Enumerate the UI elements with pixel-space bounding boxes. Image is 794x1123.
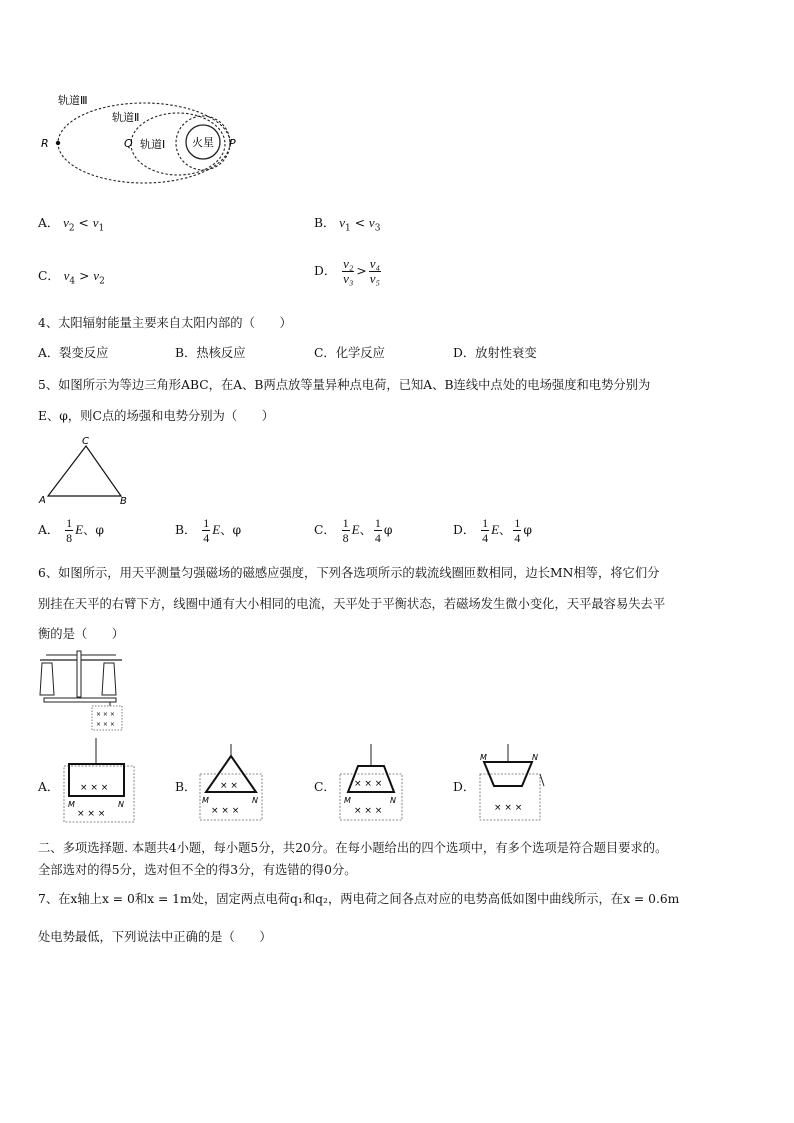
frac-den: 4	[482, 531, 489, 545]
q5-option-b-label: B．	[175, 523, 197, 537]
q3-option-c-v-left: v	[63, 268, 70, 283]
q3-option-b-op: <	[350, 216, 369, 230]
frac-num: 1	[514, 516, 521, 530]
orbit-ii-label: 轨道Ⅱ	[112, 111, 140, 124]
q3-option-b-sub-left: 1	[345, 223, 351, 234]
balance-field-x-row-2: × × ×	[96, 721, 115, 728]
q6-stem-line-1: 6、如图所示，用天平测量匀强磁场的磁感应强度，下列各选项所示的载流线圈匝数相同，边长MN相等，将它们分	[38, 566, 660, 580]
q3-option-d[interactable]	[314, 257, 383, 286]
q6-option-a[interactable]	[38, 777, 59, 795]
q5-option-d-frac-1	[481, 516, 489, 545]
separator: 、	[220, 523, 233, 537]
q5-option-a-frac	[65, 516, 73, 545]
e-symbol: E	[491, 522, 500, 537]
orbit-iii-label: 轨道Ⅲ	[58, 94, 88, 107]
q6-option-b-label: B．	[175, 780, 197, 794]
balance-field-x-row-1: × × ×	[96, 711, 115, 718]
q4-option-d[interactable]: D．放射性衰变	[453, 346, 537, 360]
triangle-b-label: B	[120, 496, 127, 507]
coil-b-x-row: × ×	[220, 781, 238, 791]
q3-option-c-sub-left: 4	[69, 276, 76, 287]
q3-option-a[interactable]	[38, 213, 104, 233]
frac-den: 8	[342, 531, 349, 545]
coil-a-m-label: M	[68, 800, 75, 809]
q4-stem: 4、太阳辐射能量主要来自太阳内部的（ ）	[38, 316, 292, 330]
q3-option-d-op: >	[356, 264, 367, 278]
frac-den: 4	[203, 531, 210, 545]
q3-option-d-num-1: v₂	[343, 256, 354, 271]
q3-option-d-frac-1	[342, 257, 354, 286]
balance-right-pan	[102, 663, 116, 695]
q7-stem-line-2: 处电势最低，下列说法中正确的是（ ）	[38, 930, 272, 944]
point-q-label: Q	[124, 137, 133, 150]
q3-option-d-frac-2	[369, 257, 381, 286]
q3-option-c-v-right: v	[93, 268, 100, 283]
q3-option-d-num-2: v₄	[369, 256, 380, 271]
q5-option-c-label: C．	[314, 523, 336, 537]
frac-den: 4	[374, 531, 381, 545]
frac-den: 4	[514, 531, 521, 545]
separator: 、	[83, 523, 96, 537]
q3-option-c-op: >	[75, 269, 94, 283]
point-p-label: P	[229, 137, 236, 150]
q5-option-b[interactable]	[175, 516, 241, 545]
q6-option-d[interactable]	[453, 777, 475, 795]
q5-option-a-label: A．	[38, 523, 60, 537]
q3-option-b-sub-right: 3	[374, 223, 381, 234]
q3-option-a-v-right: v	[92, 215, 99, 230]
q5-option-a[interactable]	[38, 516, 104, 545]
q5-stem-line-2: E、φ，则C点的场强和电势分别为（ ）	[38, 409, 275, 423]
e-symbol: E	[351, 522, 360, 537]
q5-option-c[interactable]	[314, 516, 393, 545]
phi-symbol: φ	[383, 523, 393, 537]
q6-option-d-label: D．	[453, 780, 476, 794]
coil-c-x-row: × × ×	[354, 779, 383, 789]
q3-option-d-den-2: v₅	[369, 271, 380, 286]
coil-c-x-row-2: × × ×	[354, 806, 383, 816]
q7-stem-line-1: 7、在x轴上x = 0和x = 1m处，固定两点电荷q₁和q₂，两电荷之间各点对应的电势高低如图中曲线所示，在x = 0.6m	[38, 892, 680, 906]
q3-option-a-label: A．	[38, 216, 60, 230]
q6-coil-a[interactable]	[60, 738, 140, 824]
coil-d-n-label: N	[532, 753, 538, 762]
q4-option-b[interactable]: B．热核反应	[175, 346, 246, 360]
q4-option-c[interactable]: C．化学反应	[314, 346, 385, 360]
section-2-heading-line-2: 全部选对的得5分，选对但不全的得3分，有选错的得0分。	[38, 863, 357, 877]
coil-d-edge-mark	[540, 774, 544, 786]
frac-num: 1	[66, 516, 73, 530]
triangle-a-label: A	[39, 495, 46, 506]
q6-option-b[interactable]	[175, 777, 196, 795]
balance-left-pan	[40, 663, 54, 695]
frac-num: 1	[342, 516, 349, 530]
q3-option-d-den-1: v₃	[343, 271, 354, 286]
orbit-i-label: 轨道Ⅰ	[140, 138, 166, 151]
q3-option-d-label: D．	[314, 264, 337, 278]
coil-d-x-row: × × ×	[494, 803, 523, 813]
coil-c-n-label: N	[390, 796, 396, 805]
triangle-c-label: C	[82, 436, 89, 447]
coil-b-x-row-2: × × ×	[211, 806, 240, 816]
coil-b-n-label: N	[252, 796, 258, 805]
frac-num: 1	[482, 516, 489, 530]
triangle-figure	[36, 434, 136, 508]
e-symbol: E	[212, 522, 221, 537]
frac-num: 1	[374, 516, 381, 530]
mars-label: 火星	[192, 136, 214, 149]
q6-option-a-label: A．	[38, 780, 60, 794]
q6-coil-b[interactable]	[196, 744, 266, 824]
triangle-abc	[48, 446, 121, 496]
q6-stem-line-2: 别挂在天平的右臂下方，线圈中通有大小相同的电流，天平处于平衡状态，若磁场发生微小变化，天平最容易失去平	[38, 597, 666, 611]
phi-symbol: φ	[232, 523, 242, 537]
q5-stem-line-1: 5、如图所示为等边三角形ABC，在A、B两点放等量异种点电荷，已知A、B连线中点处的电场强度和电势分别为	[38, 378, 651, 392]
coil-b-m-label: M	[202, 796, 209, 805]
q5-option-d[interactable]	[453, 516, 532, 545]
q5-option-c-frac-1	[342, 516, 350, 545]
coil-d-m-label: M	[480, 753, 487, 762]
separator: 、	[499, 523, 512, 537]
q3-option-c-sub-right: 2	[99, 276, 105, 287]
orbit-figure	[38, 88, 258, 193]
balance-pillar	[77, 651, 81, 697]
balance-figure	[36, 646, 128, 732]
q6-coil-c[interactable]	[336, 744, 406, 824]
q3-option-b-label: B．	[314, 216, 336, 230]
q3-option-a-sub-left: 2	[68, 223, 75, 234]
q5-option-b-frac	[202, 516, 210, 545]
q3-option-a-v-left: v	[63, 215, 69, 230]
phi-symbol: φ	[523, 523, 532, 537]
e-symbol: E	[75, 522, 84, 537]
point-r-label: R	[41, 137, 49, 150]
balance-base	[44, 698, 116, 702]
q3-option-c[interactable]	[38, 266, 105, 286]
q5-option-d-frac-2	[513, 516, 521, 545]
q6-option-c-label: C．	[314, 780, 336, 794]
separator: 、	[359, 523, 372, 537]
q3-option-a-sub-right: 1	[98, 223, 105, 234]
q3-option-b-v-left: v	[339, 215, 346, 230]
coil-c-m-label: M	[344, 796, 351, 805]
coil-a-x-row: × × ×	[80, 783, 109, 793]
q3-option-a-op: <	[74, 216, 93, 230]
q4-option-a[interactable]: A．裂变反应	[38, 346, 109, 360]
frac-num: 1	[203, 516, 210, 530]
q6-stem-line-3: 衡的是（ ）	[38, 627, 125, 641]
section-2-heading-line-1: 二、多项选择题. 本题共4小题，每小题5分，共20分。在每小题给出的四个选项中，有多个选项是符合题目要求的。	[38, 841, 668, 855]
frac-den: 8	[66, 531, 73, 545]
coil-a-n-label: N	[118, 800, 124, 809]
phi-symbol: φ	[95, 523, 104, 537]
q5-option-d-label: D．	[453, 523, 476, 537]
q6-option-c[interactable]	[314, 777, 336, 795]
point-r-dot	[56, 141, 60, 145]
coil-a-x-row-2: × × ×	[77, 809, 106, 819]
q5-option-c-frac-2	[374, 516, 382, 545]
q3-option-b-v-right: v	[368, 215, 375, 230]
coil-d-field-box	[480, 774, 540, 820]
q6-coil-d[interactable]	[474, 744, 550, 824]
q3-option-c-label: C．	[38, 269, 60, 283]
q3-option-b[interactable]	[314, 213, 380, 233]
